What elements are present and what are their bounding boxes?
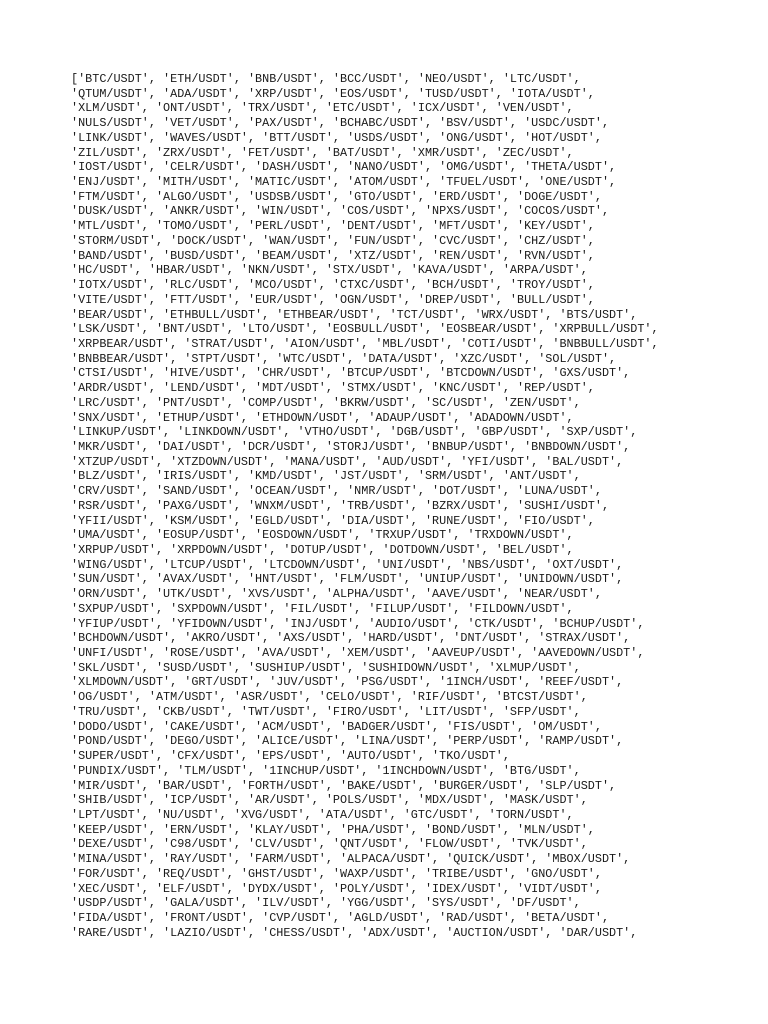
output-line: 'XRPUP/USDT', 'XRPDOWN/USDT', 'DOTUP/USDT', 'DOTDOWN/USDT', 'BEL/USDT',: [71, 543, 574, 557]
output-line: 'ZIL/USDT', 'ZRX/USDT', 'FET/USDT', 'BAT/USDT', 'XMR/USDT', 'ZEC/USDT',: [71, 145, 574, 160]
output-line: 'LINKUP/USDT', 'LINKDOWN/USDT', 'VTHO/USDT', 'DGB/USDT', 'GBP/USDT', 'SXP/USDT',: [71, 425, 638, 440]
output-line: 'USDP/USDT', 'GALA/USDT', 'ILV/USDT', 'YGG/USDT', 'SYS/USDT', 'DF/USDT',: [71, 896, 581, 911]
output-line: 'YFIUP/USDT', 'YFIDOWN/USDT', 'INJ/USDT', 'AUDIO/USDT', 'CTK/USDT', 'BCHUP/USDT',: [71, 616, 645, 631]
output-line: 'XLMDOWN/USDT', 'GRT/USDT', 'JUV/USDT', 'PSG/USDT', '1INCH/USDT', 'REEF/USDT',: [71, 675, 624, 690]
output-line: 'MKR/USDT', 'DAI/USDT', 'DCR/USDT', 'STORJ/USDT', 'BNBUP/USDT', 'BNBDOWN/USDT',: [71, 439, 631, 454]
console-output: [71, 72, 761, 940]
output-line: 'ENJ/USDT', 'MITH/USDT', 'MATIC/USDT', 'ATOM/USDT', 'TFUEL/USDT', 'ONE/USDT',: [71, 175, 617, 190]
output-line: 'UMA/USDT', 'EOSUP/USDT', 'EOSDOWN/USDT', 'TRXUP/USDT', 'TRXDOWN/USDT',: [71, 528, 574, 543]
output-line: 'XRPBEAR/USDT', 'STRAT/USDT', 'AION/USDT', 'MBL/USDT', 'COTI/USDT', 'BNBBULL/USDT',: [71, 336, 659, 351]
output-line: 'XEC/USDT', 'ELF/USDT', 'DYDX/USDT', 'POLY/USDT', 'IDEX/USDT', 'VIDT/USDT',: [71, 881, 602, 896]
output-line: 'LPT/USDT', 'NU/USDT', 'XVG/USDT', 'ATA/USDT', 'GTC/USDT', 'TORN/USDT',: [71, 807, 574, 822]
output-line: 'IOTX/USDT', 'RLC/USDT', 'MCO/USDT', 'CTXC/USDT', 'BCH/USDT', 'TROY/USDT',: [71, 278, 595, 293]
output-line: 'BNBBEAR/USDT', 'STPT/USDT', 'WTC/USDT', 'DATA/USDT', 'XZC/USDT', 'SOL/USDT',: [71, 351, 617, 366]
output-line: 'STORM/USDT', 'DOCK/USDT', 'WAN/USDT', 'FUN/USDT', 'CVC/USDT', 'CHZ/USDT',: [71, 233, 595, 248]
output-line: 'FIDA/USDT', 'FRONT/USDT', 'CVP/USDT', 'AGLD/USDT', 'RAD/USDT', 'BETA/USDT',: [71, 910, 610, 925]
output-line: 'POND/USDT', 'DEGO/USDT', 'ALICE/USDT', 'LINA/USDT', 'PERP/USDT', 'RAMP/USDT',: [71, 734, 624, 749]
output-line: 'SUPER/USDT', 'CFX/USDT', 'EPS/USDT', 'AUTO/USDT', 'TKO/USDT',: [71, 749, 510, 764]
output-line: 'CRV/USDT', 'SAND/USDT', 'OCEAN/USDT', 'NMR/USDT', 'DOT/USDT', 'LUNA/USDT',: [71, 484, 602, 499]
output-line: 'QTUM/USDT', 'ADA/USDT', 'XRP/USDT', 'EOS/USDT', 'TUSD/USDT', 'IOTA/USDT',: [71, 86, 595, 101]
output-line: 'SKL/USDT', 'SUSD/USDT', 'SUSHIUP/USDT', 'SUSHIDOWN/USDT', 'XLMUP/USDT',: [71, 660, 581, 675]
output-line: 'BCHDOWN/USDT', 'AKRO/USDT', 'AXS/USDT', 'HARD/USDT', 'DNT/USDT', 'STRAX/USDT',: [71, 631, 631, 646]
output-line: 'BAND/USDT', 'BUSD/USDT', 'BEAM/USDT', 'XTZ/USDT', 'REN/USDT', 'RVN/USDT',: [71, 248, 595, 263]
output-line: 'NULS/USDT', 'VET/USDT', 'PAX/USDT', 'BCHABC/USDT', 'BSV/USDT', 'USDC/USDT',: [71, 116, 610, 131]
output-line: 'XLM/USDT', 'ONT/USDT', 'TRX/USDT', 'ETC/USDT', 'ICX/USDT', 'VEN/USDT',: [71, 101, 574, 116]
output-line: 'MTL/USDT', 'TOMO/USDT', 'PERL/USDT', 'DENT/USDT', 'MFT/USDT', 'KEY/USDT',: [71, 219, 595, 234]
output-line: 'TRU/USDT', 'CKB/USDT', 'TWT/USDT', 'FIRO/USDT', 'LIT/USDT', 'SFP/USDT',: [71, 704, 581, 719]
output-line: 'UNFI/USDT', 'ROSE/USDT', 'AVA/USDT', 'XEM/USDT', 'AAVEUP/USDT', 'AAVEDOWN/USDT',: [71, 646, 645, 661]
output-line: 'FOR/USDT', 'REQ/USDT', 'GHST/USDT', 'WAXP/USDT', 'TRIBE/USDT', 'GNO/USDT',: [71, 866, 602, 881]
output-line: 'MIR/USDT', 'BAR/USDT', 'FORTH/USDT', 'BAKE/USDT', 'BURGER/USDT', 'SLP/USDT',: [71, 778, 617, 793]
output-line: 'BLZ/USDT', 'IRIS/USDT', 'KMD/USDT', 'JST/USDT', 'SRM/USDT', 'ANT/USDT',: [71, 469, 581, 484]
output-line: 'SNX/USDT', 'ETHUP/USDT', 'ETHDOWN/USDT', 'ADAUP/USDT', 'ADADOWN/USDT',: [71, 410, 574, 425]
output-line: 'SHIB/USDT', 'ICP/USDT', 'AR/USDT', 'POLS/USDT', 'MDX/USDT', 'MASK/USDT',: [71, 793, 588, 808]
output-line: 'LSK/USDT', 'BNT/USDT', 'LTO/USDT', 'EOSBULL/USDT', 'EOSBEAR/USDT', 'XRPBULL/USDT',: [71, 322, 659, 337]
output-line: 'ORN/USDT', 'UTK/USDT', 'XVS/USDT', 'ALPHA/USDT', 'AAVE/USDT', 'NEAR/USDT',: [71, 587, 602, 602]
output-line: 'RARE/USDT', 'LAZIO/USDT', 'CHESS/USDT', 'ADX/USDT', 'AUCTION/USDT', 'DAR/USDT',: [71, 925, 638, 940]
output-line: 'IOST/USDT', 'CELR/USDT', 'DASH/USDT', 'NANO/USDT', 'OMG/USDT', 'THETA/USDT',: [71, 160, 617, 175]
output-line: ['BTC/USDT', 'ETH/USDT', 'BNB/USDT', 'BCC/USDT', 'NEO/USDT', 'LTC/USDT',: [71, 72, 581, 86]
output-line: 'FTM/USDT', 'ALGO/USDT', 'USDSB/USDT', 'GTO/USDT', 'ERD/USDT', 'DOGE/USDT',: [71, 189, 602, 204]
output-line: 'XTZUP/USDT', 'XTZDOWN/USDT', 'MANA/USDT', 'AUD/USDT', 'YFI/USDT', 'BAL/USDT',: [71, 454, 624, 469]
output-line: 'KEEP/USDT', 'ERN/USDT', 'KLAY/USDT', 'PHA/USDT', 'BOND/USDT', 'MLN/USDT',: [71, 822, 595, 837]
output-line: 'OG/USDT', 'ATM/USDT', 'ASR/USDT', 'CELO/USDT', 'RIF/USDT', 'BTCST/USDT',: [71, 690, 588, 705]
output-line: 'MINA/USDT', 'RAY/USDT', 'FARM/USDT', 'ALPACA/USDT', 'QUICK/USDT', 'MBOX/USDT',: [71, 852, 631, 867]
output-line: 'WING/USDT', 'LTCUP/USDT', 'LTCDOWN/USDT', 'UNI/USDT', 'NBS/USDT', 'OXT/USDT',: [71, 557, 624, 572]
output-line: 'RSR/USDT', 'PAXG/USDT', 'WNXM/USDT', 'TRB/USDT', 'BZRX/USDT', 'SUSHI/USDT',: [71, 498, 610, 513]
output-line: 'VITE/USDT', 'FTT/USDT', 'EUR/USDT', 'OGN/USDT', 'DREP/USDT', 'BULL/USDT',: [71, 292, 595, 307]
output-line: 'DEXE/USDT', 'C98/USDT', 'CLV/USDT', 'QNT/USDT', 'FLOW/USDT', 'TVK/USDT',: [71, 837, 588, 852]
output-line: 'BEAR/USDT', 'ETHBULL/USDT', 'ETHBEAR/USDT', 'TCT/USDT', 'WRX/USDT', 'BTS/USDT',: [71, 307, 638, 322]
output-line: 'SXPUP/USDT', 'SXPDOWN/USDT', 'FIL/USDT', 'FILUP/USDT', 'FILDOWN/USDT',: [71, 601, 574, 616]
output-line: 'DUSK/USDT', 'ANKR/USDT', 'WIN/USDT', 'COS/USDT', 'NPXS/USDT', 'COCOS/USDT',: [71, 204, 610, 219]
output-line: 'HC/USDT', 'HBAR/USDT', 'NKN/USDT', 'STX/USDT', 'KAVA/USDT', 'ARPA/USDT',: [71, 263, 588, 278]
output-line: 'LRC/USDT', 'PNT/USDT', 'COMP/USDT', 'BKRW/USDT', 'SC/USDT', 'ZEN/USDT',: [71, 395, 581, 410]
output-line: 'PUNDIX/USDT', 'TLM/USDT', '1INCHUP/USDT', '1INCHDOWN/USDT', 'BTG/USDT',: [71, 763, 581, 778]
output-line: 'YFII/USDT', 'KSM/USDT', 'EGLD/USDT', 'DIA/USDT', 'RUNE/USDT', 'FIO/USDT',: [71, 513, 595, 528]
output-line: 'LINK/USDT', 'WAVES/USDT', 'BTT/USDT', 'USDS/USDT', 'ONG/USDT', 'HOT/USDT',: [71, 130, 602, 145]
output-line: 'DODO/USDT', 'CAKE/USDT', 'ACM/USDT', 'BADGER/USDT', 'FIS/USDT', 'OM/USDT',: [71, 719, 602, 734]
output-line: 'CTSI/USDT', 'HIVE/USDT', 'CHR/USDT', 'BTCUP/USDT', 'BTCDOWN/USDT', 'GXS/USDT',: [71, 366, 631, 381]
output-line: 'SUN/USDT', 'AVAX/USDT', 'HNT/USDT', 'FLM/USDT', 'UNIUP/USDT', 'UNIDOWN/USDT',: [71, 572, 624, 587]
output-line: 'ARDR/USDT', 'LEND/USDT', 'MDT/USDT', 'STMX/USDT', 'KNC/USDT', 'REP/USDT',: [71, 381, 595, 396]
